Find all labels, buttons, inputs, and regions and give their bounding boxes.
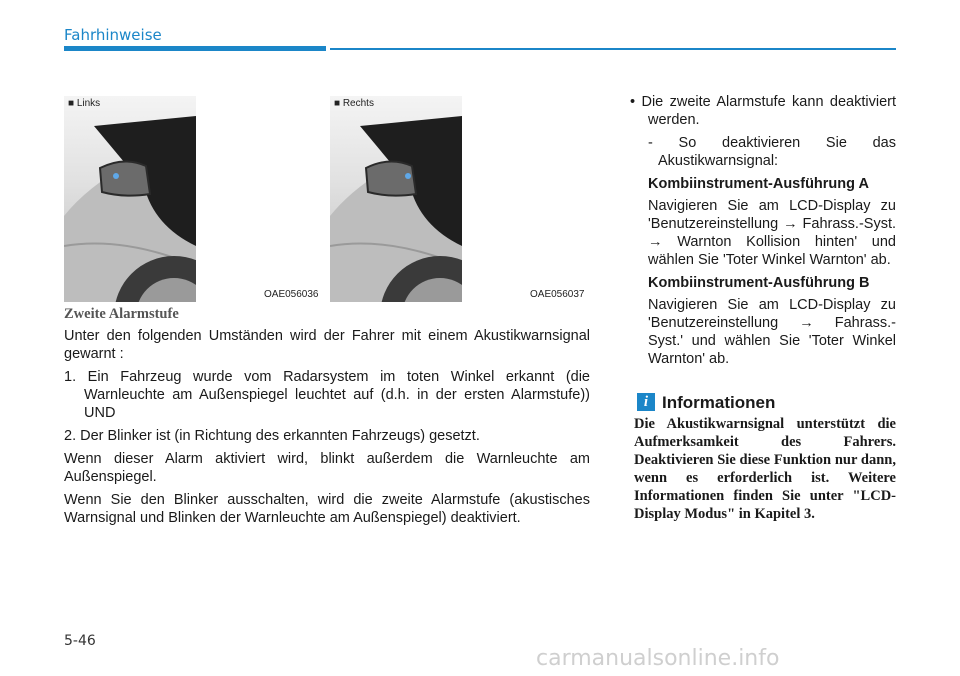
car-mirror-photo [64,96,196,302]
section-title: Fahrhinweise [64,26,162,44]
list-item: 2. Der Blinker ist (in Richtung des erkannten Fahrzeugs) gesetzt. [64,428,480,444]
figure-code: OAE056037 [530,289,585,300]
paragraph: Wenn dieser Alarm aktiviert wird, blinkt außerdem die Warnleuchte am Außenspiegel. [64,451,590,485]
right-column [630,93,896,368]
variant-b-text: Navigieren Sie am LCD-Display zu 'Benutzereinstellung → Fahrass.-Syst.' und wählen Sie 'Toter Winkel Warnton' ab. [648,297,896,367]
left-column [64,306,590,527]
bullet-item: • Die zweite Alarmstufe kann deaktiviert werden. [630,94,896,128]
figure-right [330,96,594,302]
list-item: 1. Ein Fahrzeug wurde vom Radarsystem im toten Winkel erkannt (die Warnleuchte am Außenspiegel leuchtet auf (d.h. in der ersten Alarmstufe)) UND [64,369,590,421]
watermark: carmanualsonline.info [536,646,780,671]
figure-caption: ■ Rechts [334,98,374,109]
header-rule-thin [330,48,896,50]
info-icon: i [637,393,655,411]
variant-a-title: Kombiinstrument-Ausführung A [648,176,869,192]
car-mirror-photo [330,96,462,302]
info-title: Informationen [662,393,776,412]
variant-b-title: Kombiinstrument-Ausführung B [648,275,870,291]
section-heading: Zweite Alarmstufe [64,306,179,322]
sub-item: - So deaktivieren Sie das Akustikwarnsignal: [648,135,896,169]
figure-code: OAE056036 [264,289,319,300]
header-rule-thick [64,46,326,51]
paragraph: Wenn Sie den Blinker ausschalten, wird die zweite Alarmstufe (akustisches Warnsignal und Blinken der Warnleuchte am Außenspiegel) deaktiviert. [64,492,590,526]
figure-caption: ■ Links [68,98,101,109]
variant-a-text: Navigieren Sie am LCD-Display zu 'Benutzereinstellung → Fahrass.-Syst. → Warnton Kollision hinten' und wählen Sie 'Toter Winkel Warnton' ab. [648,198,896,268]
page-number: 5-46 [64,633,96,649]
figure-left [64,96,328,302]
info-text: Die Akustikwarnsignal unterstützt die Aufmerksamkeit des Fahrers. Deaktivieren Sie diese Funktion nur dann, wenn es erforderlich ist. Weitere Informationen finden Sie unter "LCD-Display Modus" in Kapitel 3. [634,416,896,522]
intro-paragraph: Unter den folgenden Umständen wird der Fahrer mit einem Akustikwarnsignal gewarnt : [64,328,590,362]
